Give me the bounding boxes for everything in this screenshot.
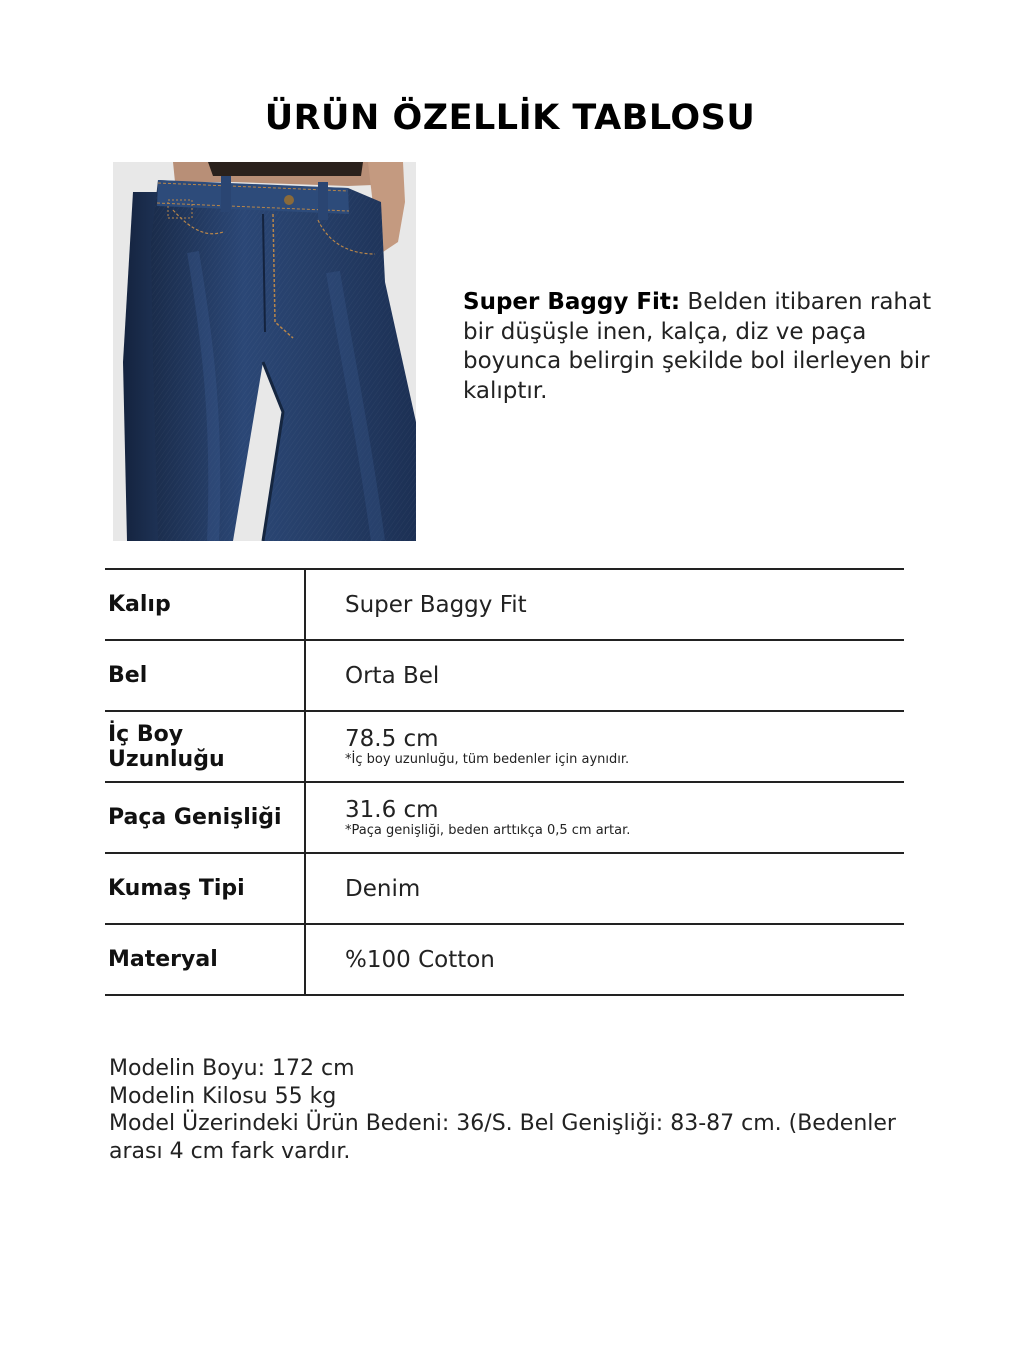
spec-value-cell (306, 641, 904, 710)
spec-table (105, 568, 904, 996)
spec-value-cell (306, 712, 904, 781)
spec-label: Paça Genişliği (105, 783, 306, 852)
spec-label: Bel (105, 641, 306, 710)
spec-row-kumas (105, 854, 904, 925)
spec-row-ic-boy (105, 712, 904, 783)
spec-value: 31.6 cm (345, 797, 439, 823)
fit-description-text: Belden itibaren rahat bir düşüşle inen, kalça, diz ve paça boyunca belirgin şekilde bol ilerleyen bir kalıptır. (463, 289, 932, 404)
spec-note: *Paça genişliği, beden arttıkça 0,5 cm artar. (345, 823, 631, 838)
spec-value: %100 Cotton (345, 946, 495, 973)
spec-row-paca (105, 783, 904, 854)
fit-description-lead: Super Baggy Fit: (463, 289, 681, 315)
product-photo (113, 162, 416, 541)
spec-value-cell (306, 570, 904, 639)
fit-description (463, 288, 933, 406)
spec-value: 78.5 cm (345, 726, 439, 752)
spec-label: Materyal (105, 925, 306, 994)
spec-label: İç Boy Uzunluğu (105, 712, 306, 781)
spec-value: Orta Bel (345, 662, 440, 689)
spec-value-cell (306, 854, 904, 923)
spec-value-cell (306, 783, 904, 852)
spec-value-cell (306, 925, 904, 994)
spec-value: Super Baggy Fit (345, 591, 527, 618)
page-title: ÜRÜN ÖZELLİK TABLOSU (264, 98, 756, 138)
model-size: Model Üzerindeki Ürün Bedeni: 36/S. Bel Genişliği: 83-87 cm. (Bedenler arası 4 cm fark vardır. (109, 1111, 896, 1164)
model-weight: Modelin Kilosu 55 kg (109, 1083, 337, 1109)
spec-row-kalip (105, 570, 904, 641)
jeans-illustration (113, 162, 416, 541)
spec-label: Kumaş Tipi (105, 854, 306, 923)
spec-row-bel (105, 641, 904, 712)
spec-row-materyal (105, 925, 904, 996)
spec-label: Kalıp (105, 570, 306, 639)
spec-value: Denim (345, 875, 421, 902)
model-height: Modelin Boyu: 172 cm (109, 1056, 355, 1081)
model-info (109, 1055, 909, 1165)
spec-note: *İç boy uzunluğu, tüm bedenler için aynıdır. (345, 752, 630, 767)
